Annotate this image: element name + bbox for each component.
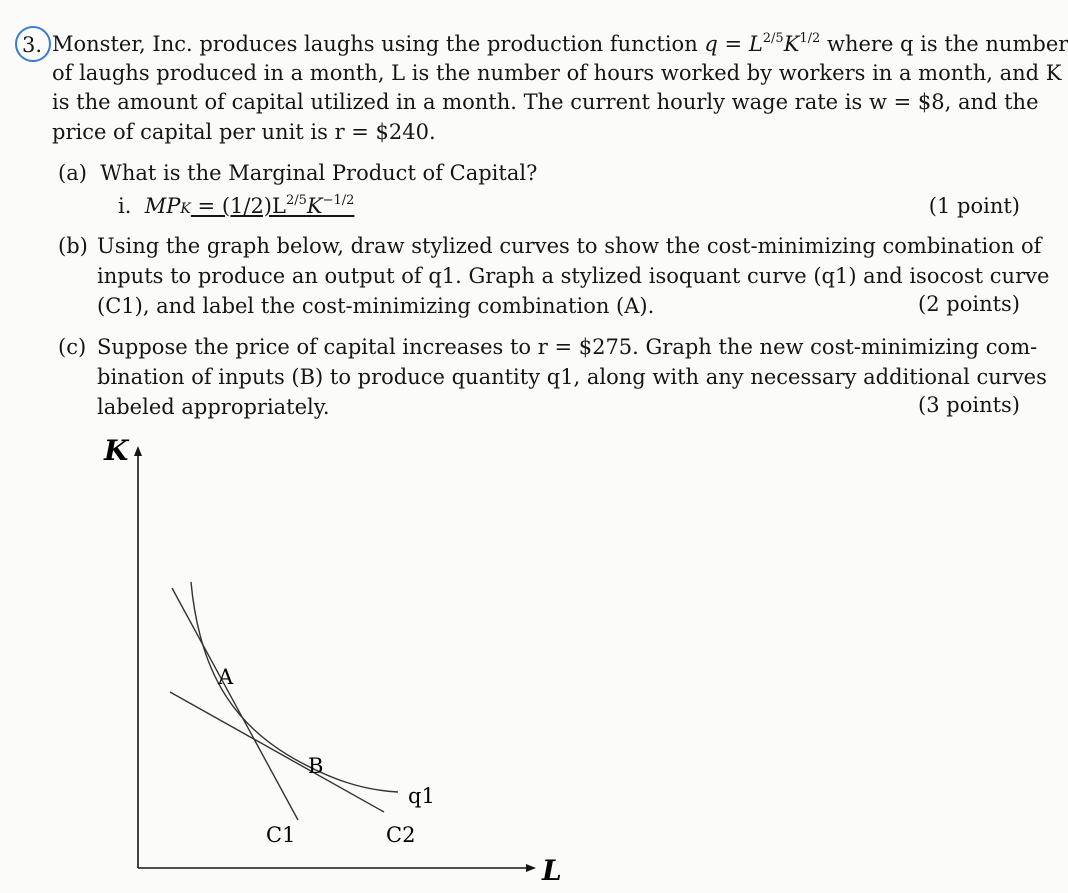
part-b-line-3: (C1), and label the cost-minimizing combination (A). — [97, 294, 655, 318]
question-number: 3. — [22, 33, 43, 57]
part-c-line-2: bination of inputs (B) to produce quantity q1, along with any necessary additional curves — [97, 365, 1047, 389]
part-a-answer: i. MPK = $(1/2)L^{2/5}K^{-1/2}$ — [118, 193, 355, 218]
part-c-label: (c) — [58, 335, 87, 359]
intro-line-1: Monster, Inc. produces laughs using the production function $q = L^{2/5}K^{1/2}$ where q is the number — [52, 31, 1068, 56]
mpk-answer: = $(1/2)L^{2/5}K^{-1/2}$ — [190, 193, 355, 218]
part-a-points: (1 point) — [928, 194, 1020, 218]
point-b-label: B — [308, 754, 324, 778]
k-axis-label: K — [104, 434, 129, 467]
k-axis-arrow-icon — [134, 446, 142, 456]
l-axis-arrow-icon — [526, 864, 536, 872]
part-c-line-1: Suppose the price of capital increases to r = $275. Graph the new cost-minimizing com- — [97, 335, 1038, 359]
point-a-label: A — [218, 665, 234, 689]
isocost-c2-line — [170, 692, 384, 812]
part-b-line-2: inputs to produce an output of q1. Graph a stylized isoquant curve (q1) and isocost curve — [97, 264, 1050, 288]
part-b-points: (2 points) — [918, 292, 1020, 316]
intro-line-4: price of capital per unit is r = $240. — [52, 120, 436, 144]
isocost-c1-label: C1 — [266, 823, 296, 847]
part-c-points: (3 points) — [918, 393, 1020, 417]
part-c-line-3: labeled appropriately. — [97, 395, 330, 419]
part-b-line-1: Using the graph below, draw stylized curves to show the cost-minimizing combination of — [97, 234, 1042, 258]
isocost-c2-label: C2 — [386, 823, 416, 847]
l-axis-label: L — [542, 854, 562, 887]
part-b-label: (b) — [58, 234, 88, 258]
intro-line-2: of laughs produced in a month, L is the number of hours worked by workers in a month, and K — [52, 61, 1062, 85]
part-a-question: (a) What is the Marginal Product of Capital? — [58, 161, 538, 185]
intro-line-3: is the amount of capital utilized in a month. The current hourly wage rate is w = $8, and the — [52, 90, 1039, 114]
isoquant-label: q1 — [408, 784, 435, 808]
